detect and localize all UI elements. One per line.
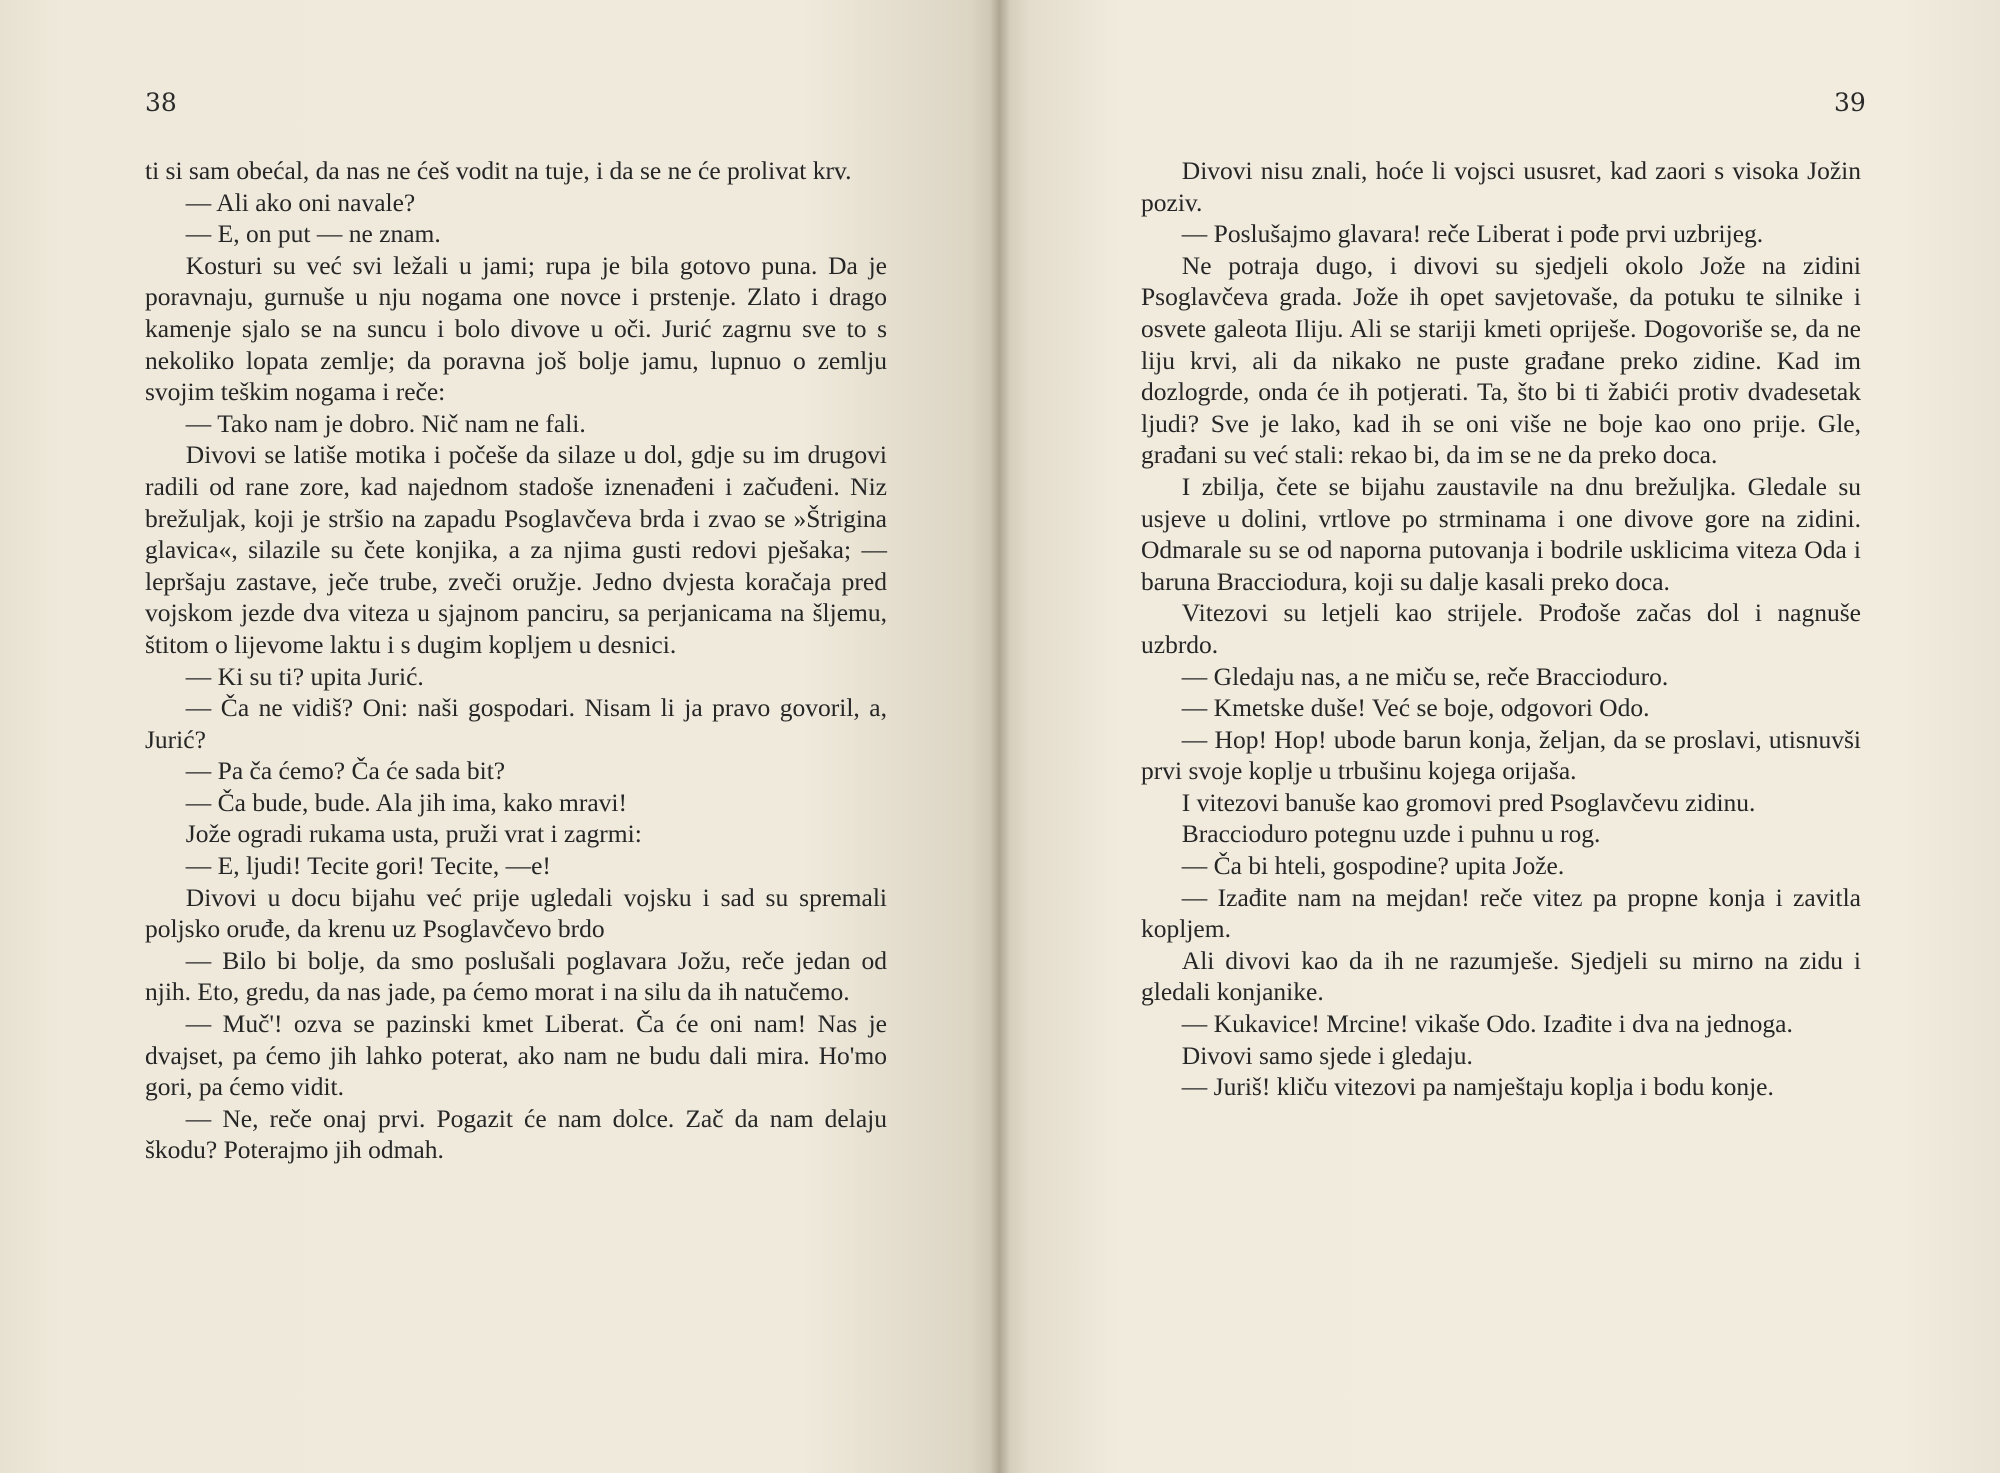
paragraph: — E, on put — ne znam. (185, 219, 441, 249)
paragraph: Ali divovi kao da ih ne razumješe. Sjedjeli su mirno na zidu i gledali konjanike. (1141, 945, 1861, 1007)
paragraph: — Ča bude, bude. Ala jih ima, kako mravi! (185, 787, 627, 817)
paragraph: I vitezovi banuše kao gromovi pred Psoglavčevu zidinu. (1181, 787, 1756, 817)
paragraph: Divovi u docu bijahu već prije ugledali vojsku i sad su spremali poljsko oruđe, da krenu uz Psoglavčevo brdo (145, 882, 887, 944)
paragraph: Braccioduro potegnu uzde i puhnu u rog. (1181, 819, 1601, 849)
paragraph: — Izađite nam na mejdan! reče vitez pa propne konja i zavitla kopljem. (1141, 882, 1861, 944)
paragraph: — Ali ako oni navale? (185, 187, 416, 217)
page-number-left: 38 (145, 88, 177, 117)
paragraph: Divovi se latiše motika i počeše da silaze u dol, gdje su im drugovi radili od rane zore, kad najednom stadoše iznenađeni i začuđeni. Niz brežuljak, koji je stršio na zapadu Psoglavčeva brda i zvao se »Štrigina glavica«, silazile su čete konjika, a za njima gusti redovi pješaka; — lepršaju zastave, ječe trube, zveči oružje. Jedno dvjesta koračaja pred vojskom jezde dva viteza u sjajnom panciru, sa perjanicama na šljemu, štitom o lijevome laktu i s dugim kopljem u desnici. (145, 440, 887, 659)
paragraph: — Pa ča ćemo? Ča će sada bit? (185, 756, 506, 786)
paragraph: — Bilo bi bolje, da smo poslušali poglavara Jožu, reče jedan od njih. Eto, gredu, da nas jade, pa ćemo morat i na silu da ih natučemo. (145, 945, 887, 1007)
paragraph: Vitezovi su letjeli kao strijele. Prođoše začas dol i nagnuše uzbrdo. (1141, 598, 1861, 659)
paragraph: — Ča bi hteli, gospodine? upita Jože. (1181, 851, 1565, 881)
paragraph: — Hop! Hop! ubode barun konja, željan, da se proslavi, utisnuvši prvi svoje koplje u trbušinu kojega orijaša. (1141, 724, 1861, 786)
book-gutter (990, 0, 1010, 1473)
right-page-text (1141, 155, 1861, 1103)
paragraph: — Gledaju nas, a ne miču se, reče Braccioduro. (1181, 661, 1669, 691)
paragraph: Divovi nisu znali, hoće li vojsci ususret, kad zaori s visoka Jožin poziv. (1141, 156, 1861, 217)
paragraph: — Ki su ti? upita Jurić. (185, 661, 424, 691)
paragraph: — Tako nam je dobro. Nič nam ne fali. (185, 408, 586, 438)
paragraph: — Kukavice! Mrcine! vikaše Odo. Izađite i dva na jednoga. (1181, 1009, 1793, 1039)
paragraph: — Juriš! kliču vitezovi pa namještaju koplja i bodu konje. (1181, 1072, 1774, 1102)
paragraph: I zbilja, čete se bijahu zaustavile na dnu brežuljka. Gledale su usjeve u dolini, vrtlove po strminama i one divove gore na zidini. Odmarale su se od naporna putovanja i bodrile usklicima viteza Oda i baruna Bracciodura, koji su dalje kasali preko doca. (1141, 471, 1861, 596)
paragraph: Ne potraja dugo, i divovi su sjedjeli okolo Jože na zidini Psoglavčeva grada. Jože ih opet savjetovaše, da potuku te silnike i osvete galeota Iliju. Ali se stariji kmeti opriješe. Dogovoriše se, da ne liju krvi, ali da nikako ne puste građane preko zidine. Kad im dozlogrde, onda će ih potjerati. Ta, što bi ti žabići protiv dvadesetak ljudi? Sve je lako, kad ih se oni više ne boje kao ono prije. Gle, građani su već stali: rekao bi, da im se ne da preko doca. (1141, 250, 1861, 470)
paragraph: — Poslušajmo glavara! reče Liberat i pođe prvi uzbrijeg. (1181, 219, 1764, 249)
paragraph: Jože ogradi rukama usta, pruži vrat i zagrmi: (185, 819, 642, 849)
paragraph: ti si sam obećal, da nas ne ćeš vodit na tuje, i da se ne će prolivat krv. (145, 156, 852, 185)
paragraph: Kosturi su već svi ležali u jami; rupa je bila gotovo puna. Da je poravnaju, gurnuše u nju nogama one novce i prstenje. Zlato i drago kamenje sjalo se na suncu i bolo divove u oči. Jurić zagrnu sve to s nekoliko lopata zemlje; da poravna još bolje jamu, lupnuo o zemlju svojim teškim nogama i reče: (145, 250, 887, 407)
paragraph: — Ča ne vidiš? Oni: naši gospodari. Nisam li ja pravo govoril, a, Jurić? (145, 693, 887, 754)
left-page-text (145, 155, 887, 1166)
paragraph: — E, ljudi! Tecite gori! Tecite, —e! (185, 851, 551, 881)
paragraph: — Ne, reče onaj prvi. Pogazit će nam dolce. Zač da nam delaju škodu? Poterajmo jih odmah. (145, 1103, 887, 1165)
paragraph: — Kmetske duše! Već se boje, odgovori Odo. (1181, 693, 1650, 723)
right-page (1000, 0, 2000, 1473)
paragraph: Divovi samo sjede i gledaju. (1181, 1040, 1473, 1070)
paragraph: — Muč'! ozva se pazinski kmet Liberat. Ča će oni nam! Nas je dvajset, pa ćemo jih lahko poterat, ako nam ne budu dali mira. Ho'mo gori, pa ćemo vidit. (145, 1009, 887, 1102)
page-number-right: 39 (1834, 88, 1866, 117)
